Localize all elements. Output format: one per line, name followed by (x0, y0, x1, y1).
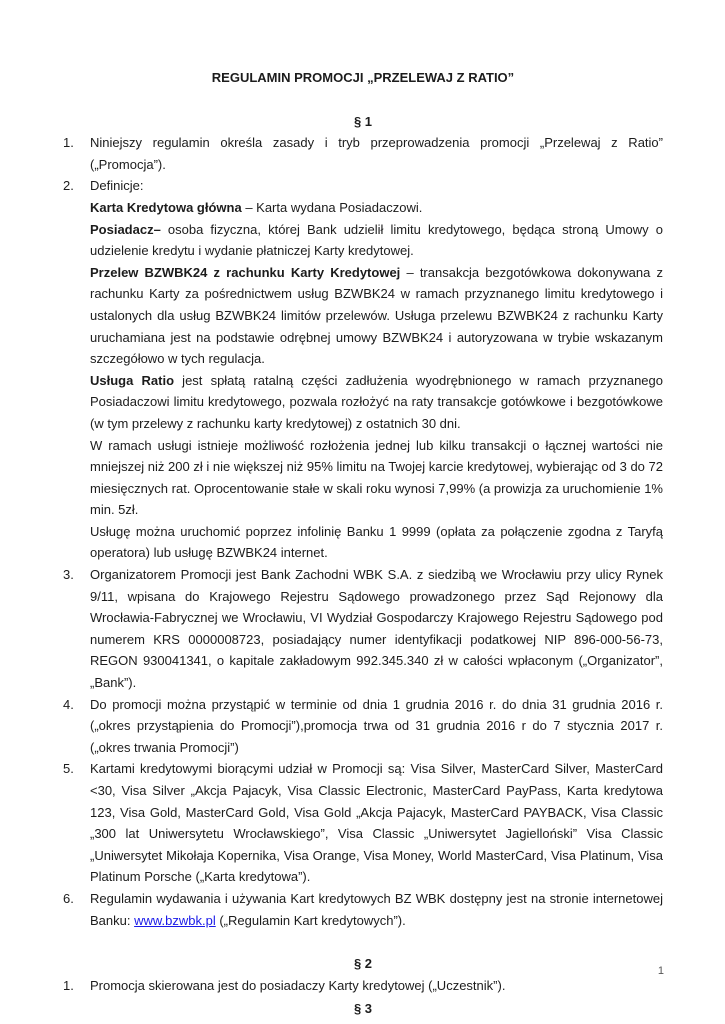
item-body (90, 564, 663, 694)
paragraph (90, 758, 663, 888)
defined-term: Karta Kredytowa główna (90, 199, 242, 215)
text-run: jest spłatą ratalną części zadłużenia wyodrębnionego w ramach przyznanego Posiadaczowi limitu kredytowego, pozwala rozłożyć na raty transakcje gotówkowe i bezgotówkowe (w tym przelewy z rachunku karty kredytowej) z ostatnich 30 dni. (90, 372, 663, 431)
item-number: 2. (63, 178, 74, 194)
defined-term: Posiadacz– (90, 221, 161, 237)
paragraph (90, 219, 663, 262)
item-body (90, 694, 663, 759)
item-number: 5. (63, 761, 74, 777)
text-run: W ramach usługi istnieje możliwość rozłożenia jednej lub kilku transakcji o łącznej wartości nie mniejszej niż 200 zł i nie większej niż 95% limitu na Twojej karcie kredytowej, wybierając od 3 do 72 miesięcznych rat. Oprocentowanie stałe w skali roku wynosi 7,99% (a prowizja za uruchomienie 1% min. 5zł. (90, 437, 663, 518)
list-item (63, 758, 663, 888)
text-run: osoba fizyczna, której Bank udzielił limitu kredytowego, będąca stroną Umowy o udzielenie kredytu i wydanie płatniczej Karty kredytowej. (90, 221, 663, 259)
text-run: Promocja skierowana jest do posiadaczy Karty kredytowej („Uczestnik”). (90, 977, 506, 993)
paragraph (90, 175, 663, 197)
section (63, 998, 663, 1020)
item-body (90, 975, 663, 997)
list-item (63, 694, 663, 759)
defined-term: Usługa Ratio (90, 372, 175, 388)
text-run: („Regulamin Kart kredytowych”). (215, 912, 406, 928)
text-run: Definicje: (90, 178, 144, 194)
paragraph (90, 521, 663, 564)
section-heading: § 3 (353, 1001, 373, 1017)
paragraph (90, 975, 663, 997)
paragraph (90, 370, 663, 435)
item-number: 3. (63, 567, 74, 583)
item-body (90, 175, 663, 564)
text-run: Organizatorem Promocji jest Bank Zachodni WBK S.A. z siedzibą we Wrocławiu przy ulicy Rynek 9/11, wpisana do Krajowego Rejestru Sądowego prowadzonego przez Sąd Rejonowy dla Wrocławia-Fabrycznej we Wrocławiu, VI Wydział Gospodarczy Krajowego Rejestru Sądowego pod numerem KRS 0000008723, posiadający numer identyfikacji podatkowej NIP 896-000-56-73, REGON 930041341, o kapitale zakładowym 992.345.340 zł w całości wpłaconym („Organizator”, „Bank”). (90, 567, 663, 691)
text-run: Regulamin wydawania i używania Kart kredytowych BZ WBK dostępny jest na stronie internetowej Banku: (90, 890, 663, 928)
sections-container (63, 111, 663, 1020)
paragraph (90, 564, 663, 694)
item-body (90, 888, 663, 931)
item-number: 1. (63, 977, 74, 993)
bzwbk-link[interactable]: www.bzwbk.pl (134, 912, 216, 928)
list-item (63, 564, 663, 694)
item-body (90, 132, 663, 175)
paragraph (90, 132, 663, 175)
paragraph (90, 694, 663, 759)
paragraph (90, 197, 663, 219)
page-number: 1 (657, 965, 664, 977)
item-number: 1. (63, 135, 74, 151)
item-body (90, 758, 663, 888)
text-run: Usługę można uruchomić poprzez infolinię Banku 1 9999 (opłata za połączenie zgodna z Taryfą operatora) lub usługę BZWBK24 internet. (90, 523, 663, 561)
list-item (63, 975, 663, 997)
section (63, 111, 663, 932)
paragraph (90, 262, 663, 370)
text-run: Do promocji można przystąpić w terminie od dnia 1 grudnia 2016 r. do dnia 31 grudnia 2016 r. („okres przystąpienia do Promocji”),promocja trwa od 31 grudnia 2016 r do 7 stycznia 2017 r. („okres trwania Promocji”) (90, 696, 663, 755)
document-title: REGULAMIN PROMOCJI „PRZELEWAJ Z RATIO” (211, 70, 515, 85)
paragraph (90, 888, 663, 931)
text-run: – transakcja bezgotówkowa dokonywana z rachunku Karty za pośrednictwem usług BZWBK24 w ramach przyznanego limitu kredytowego i ustalonych dla usług BZWBK24 limitów przelewów. Usługa przelewu BZWBK24 z rachunku Karty uruchamiana jest na podstawie odrębnej umowy BZWBK24 i autoryzowana w trybie wskazanym szczegółowo w tych regulacja. (90, 264, 663, 367)
item-number: 6. (63, 890, 74, 906)
list-item (63, 888, 663, 931)
paragraph (90, 435, 663, 521)
text-run: Kartami kredytowymi biorącymi udział w Promocji są: Visa Silver, MasterCard Silver, MasterCard <30, Visa Silver „Akcja Pajacyk, Visa Classic Electronic, MasterCard PayPass, Karta kredytowa 123, Visa Gold, MasterCard Gold, Visa Gold „Akcja Pajacyk, MasterCard PAYBACK, Visa Classic „300 lat Uniwersytetu Wrocławskiego”, Visa Classic „Uniwersytet Jagielloński” Visa Classic „Uniwersytet Mikołaja Kopernika, Visa Orange, Visa Money, World MasterCard, Visa Platinum, Visa Platinum Porsche („Karta kredytowa”). (90, 761, 663, 885)
text-run: – Karta wydana Posiadaczowi. (241, 199, 423, 215)
list-item (63, 132, 663, 175)
section-heading: § 1 (353, 113, 373, 129)
defined-term: Przelew BZWBK24 z rachunku Karty Kredytowej (90, 264, 401, 280)
section (63, 953, 663, 996)
text-run: Niniejszy regulamin określa zasady i tryb przeprowadzenia promocji „Przelewaj z Ratio” („Promocja”). (90, 135, 663, 172)
section-heading: § 2 (353, 956, 373, 972)
list-item (63, 175, 663, 564)
item-number: 4. (63, 696, 74, 712)
